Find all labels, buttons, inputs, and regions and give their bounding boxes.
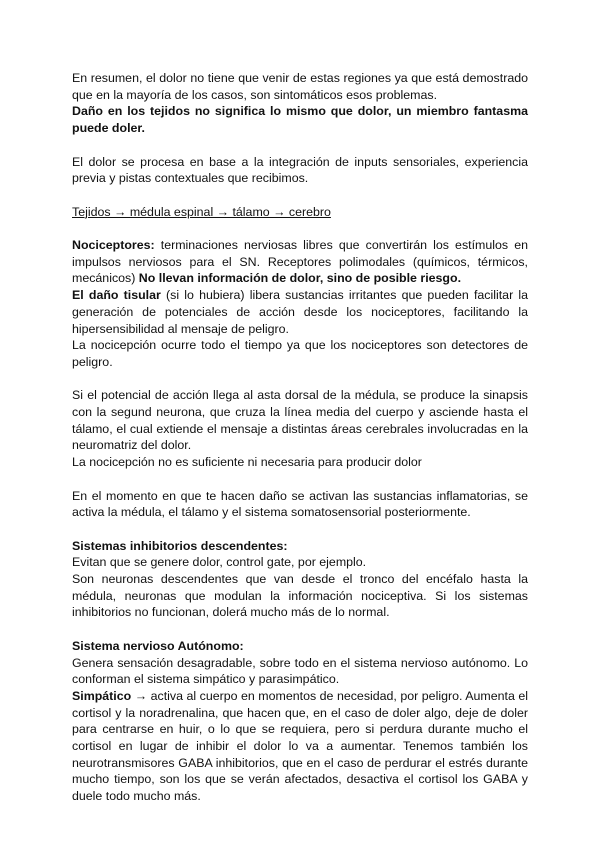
heading-autonomo: Sistema nervioso Autónomo: [72,638,244,653]
simpatico-text: → activa al cuerpo en momentos de necesidad, por peligro. Aumenta el cortisol y la noradrenalina, que hacen que, en el caso de doler algo, deje de doler para centrarse en huir, o lo que se requiera, pero si perdura durante mucho el cortisol en lugar de inhibir el dolor lo va a aumentar. Tenemos también los neurotransmisores GABA inhibitorios, que en el caso de perdurar el estrés durante mucho tiempo, son los que se verán afectados, desactiva el cortisol los GABA y duele todo mucho más. [72,688,528,804]
paragraph-dano-bold: Daño en los tejidos no significa lo mismo que dolor, un miembro fantasma puede doler. [72,104,528,136]
autonomo-line-1: Genera sensación desagradable, sobre todo en el sistema nervioso autónomo. Lo conforman el sistema simpático y parasimpático. [72,655,528,687]
heading-inhibitorios: Sistemas inhibitorios descendentes: [72,538,288,553]
paragraph-dano-tisular [72,287,528,337]
paragraph-simpatico [72,688,528,805]
pathway-line [72,204,528,221]
paragraph-nocicepcion-1: La nocicepción ocurre todo el tiempo ya que los nociceptores son detectores de peligro. [72,338,528,369]
paragraph-resumen: En resumen, el dolor no tiene que venir de estas regiones ya que está demostrado que en la mayoría de los casos, son sintomáticos esos problemas. [72,71,528,102]
paragraph-procesamiento: El dolor se procesa en base a la integración de inputs sensoriales, experiencia previa y pistas contextuales que recibimos. [72,154,528,186]
paragraph-momento: En el momento en que te hacen daño se activan las sustancias inflamatorias, se activa la médula, el tálamo y el sistema somatosensorial posteriormente. [72,488,528,520]
pathway-text: Tejidos → médula espinal → tálamo → cerebro [72,204,331,219]
paragraph-nociceptores [72,237,528,287]
nociceptores-text: terminaciones nerviosas libres que convertirán los estímulos en impulsos nerviosos para el SN. Receptores polimodales (químicos, térmicos, mecánicos) [72,237,528,286]
dano-tisular-text: (si lo hubiera) libera sustancias irritantes que pueden facilitar la generación de potenciales de acción desde los nociceptores, facilitando la hipersensibilidad al mensaje de peligro. [72,288,529,336]
nociceptores-bold-tail: No llevan información de dolor, sino de posible riesgo. [138,271,462,286]
paragraph-potencial: Si el potencial de acción llega al asta dorsal de la médula, se produce la sinapsis con la segund neurona, que cruza la línea media del cuerpo y asciende hasta el tálamo, el cual extiende el mensaje a distintas áreas cerebrales involucradas en la neuromatriz del dolor. [72,388,528,453]
inhibitorios-line-1: Evitan que se genere dolor, control gate, por ejemplo. [72,555,367,570]
inhibitorios-line-2: Son neuronas descendentes que van desde el tronco del encéfalo hasta la médula, neuronas que modulan la información nociceptiva. Si los sistemas inhibitorios no funcionan, dolerá mucho más de lo normal. [72,572,528,620]
simpatico-term: Simpático [72,688,132,703]
dano-tisular-term: El daño tisular [72,288,161,303]
nociceptores-term: Nociceptores: [72,237,155,252]
paragraph-nocicepcion-2: La nocicepción no es suficiente ni necesaria para producir dolor [72,455,422,470]
